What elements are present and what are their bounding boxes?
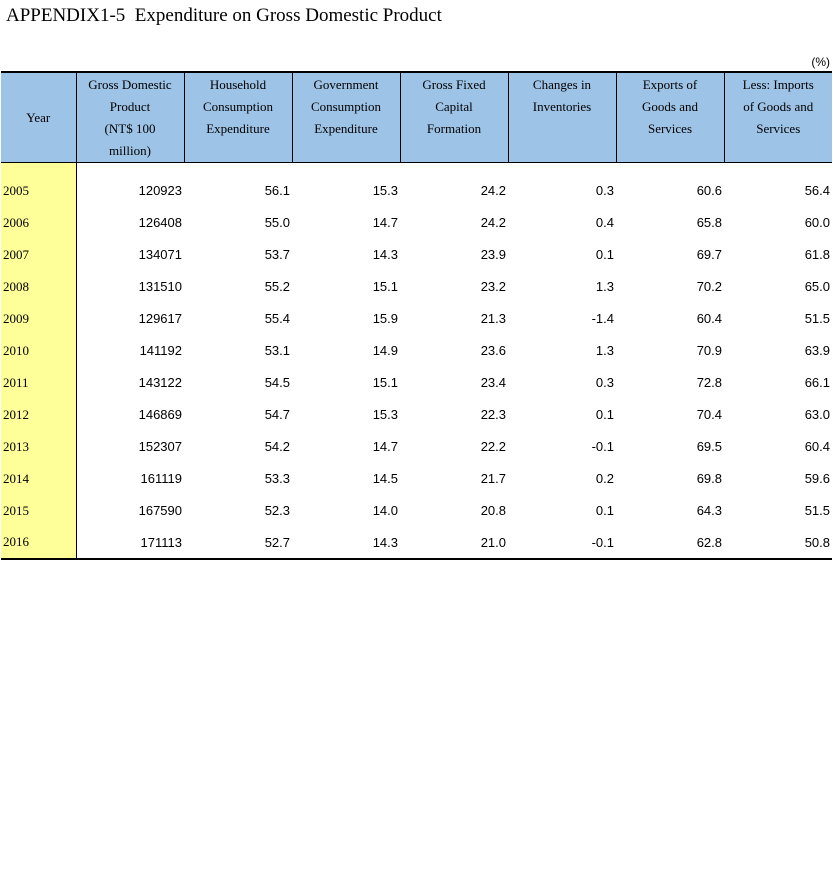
cell-household: 54.2 [264, 439, 290, 454]
cell-inventories: 0.1 [595, 407, 614, 422]
cell-household: 55.0 [264, 215, 290, 230]
table-row [1, 163, 832, 207]
cell-government: 14.3 [372, 247, 398, 262]
cell-year: 2007 [1, 239, 76, 271]
cell-government: 14.3 [292, 527, 400, 559]
cell-imports: 66.1 [804, 375, 830, 390]
cell-government: 15.3 [372, 183, 398, 199]
cell-government: 15.1 [372, 375, 398, 390]
cell-government: 15.1 [372, 279, 398, 294]
cell-imports: 63.9 [804, 343, 830, 358]
cell-gdp: 141192 [139, 343, 182, 358]
header-government [292, 72, 400, 163]
table-header [1, 72, 832, 163]
cell-year: 2009 [1, 303, 76, 335]
cell-gdp: 129617 [138, 311, 182, 326]
cell-exports: 64.3 [696, 503, 722, 518]
cell-government: 14.7 [372, 439, 398, 454]
header-gdp-line: million) [109, 143, 151, 158]
header-household [184, 72, 292, 163]
table-row [1, 335, 832, 367]
header-household-line: Expenditure [206, 121, 270, 136]
cell-year: 2008 [1, 271, 76, 303]
cell-imports: 63.0 [804, 407, 830, 422]
cell-gfcf: 21.0 [400, 527, 508, 559]
table-row [1, 367, 832, 399]
header-gfcf [400, 72, 508, 163]
cell-exports: 69.7 [696, 247, 722, 262]
cell-gfcf: 21.3 [480, 311, 506, 326]
header-exports-line: Goods and [642, 99, 698, 114]
cell-gdp: 120923 [138, 183, 182, 199]
cell-imports: 60.0 [804, 215, 830, 230]
header-exports-line: Exports of [642, 77, 698, 92]
expenditure-table [1, 71, 832, 560]
cell-inventories: -0.1 [591, 439, 614, 454]
cell-imports: 51.5 [804, 503, 830, 518]
cell-household: 55.2 [264, 279, 290, 294]
cell-exports: 72.8 [696, 375, 722, 390]
cell-gfcf: 22.3 [480, 407, 506, 422]
table-row [1, 207, 832, 239]
cell-household: 52.3 [264, 503, 290, 518]
cell-year: 2010 [1, 335, 76, 367]
cell-year: 2016 [1, 527, 76, 559]
cell-government: 14.5 [372, 471, 398, 486]
cell-household: 54.7 [264, 407, 290, 422]
cell-imports: 56.4 [804, 183, 830, 199]
cell-household: 56.1 [264, 183, 290, 199]
unit-label: (%) [811, 55, 830, 69]
cell-gdp: 161119 [140, 471, 182, 486]
cell-year: 2006 [1, 207, 76, 239]
cell-exports: 70.2 [696, 279, 722, 294]
cell-inventories: 0.2 [595, 471, 614, 486]
header-imports [724, 72, 832, 163]
cell-exports: 60.6 [696, 183, 722, 199]
cell-imports: 65.0 [804, 279, 830, 294]
cell-government: 14.9 [372, 343, 398, 358]
cell-exports: 65.8 [696, 215, 722, 230]
table-row [1, 399, 832, 431]
cell-inventories: 0.3 [595, 375, 614, 390]
cell-exports: 62.8 [616, 527, 724, 559]
cell-year: 2005 [1, 163, 76, 207]
table-row [1, 239, 832, 271]
cell-gdp: 152307 [138, 439, 182, 454]
cell-gdp: 126408 [138, 215, 182, 230]
cell-inventories: -1.4 [591, 311, 614, 326]
cell-year: 2011 [1, 367, 76, 399]
cell-gfcf: 24.2 [480, 183, 506, 199]
cell-gfcf: 20.8 [480, 503, 506, 518]
table-row [1, 527, 832, 559]
cell-household: 54.5 [264, 375, 290, 390]
cell-government: 14.0 [372, 503, 398, 518]
cell-year: 2012 [1, 399, 76, 431]
cell-gdp: 131510 [138, 279, 182, 294]
cell-gfcf: 22.2 [480, 439, 506, 454]
header-year-label: Year [26, 109, 51, 125]
cell-year: 2013 [1, 431, 76, 463]
cell-household: 53.1 [264, 343, 290, 358]
cell-gfcf: 23.4 [480, 375, 506, 390]
cell-gfcf: 23.9 [480, 247, 506, 262]
cell-imports: 59.6 [804, 471, 830, 486]
cell-inventories: 0.3 [595, 183, 614, 199]
header-household-line: Household [209, 77, 267, 92]
header-inventories-line: Changes in [532, 77, 592, 92]
header-gdp-line: Gross Domestic [88, 77, 172, 92]
cell-gdp: 134071 [138, 247, 182, 262]
cell-household: 52.7 [184, 527, 292, 559]
cell-year: 2014 [1, 463, 76, 495]
header-inventories [508, 72, 616, 163]
cell-year: 2015 [1, 495, 76, 527]
cell-household: 53.3 [264, 471, 290, 486]
cell-inventories: 1.3 [595, 279, 614, 294]
header-inventories-line: Inventories [532, 99, 592, 114]
cell-inventories: 0.1 [595, 247, 614, 262]
cell-exports: 69.8 [696, 471, 722, 486]
header-gdp-line: (NT$ 100 [104, 121, 156, 136]
cell-gdp: 143122 [138, 375, 182, 390]
cell-exports: 70.4 [696, 407, 722, 422]
table-row [1, 463, 832, 495]
cell-government: 15.3 [372, 407, 398, 422]
cell-exports: 70.9 [696, 343, 722, 358]
cell-gfcf: 21.7 [480, 471, 506, 486]
header-imports-line: Services [756, 121, 801, 136]
header-imports-line: of Goods and [743, 99, 814, 114]
header-gdp-line: Product [109, 99, 151, 114]
header-gfcf-line: Formation [426, 121, 482, 136]
cell-household: 53.7 [264, 247, 290, 262]
table-row [1, 495, 832, 527]
cell-exports: 69.5 [696, 439, 722, 454]
cell-inventories: 1.3 [595, 343, 614, 358]
header-household-line: Consumption [202, 99, 274, 114]
cell-inventories: 0.1 [595, 503, 614, 518]
cell-inventories: -0.1 [508, 527, 616, 559]
table-row [1, 271, 832, 303]
header-row [1, 72, 832, 163]
cell-gfcf: 24.2 [480, 215, 506, 230]
cell-imports: 51.5 [804, 311, 830, 326]
cell-gdp: 146869 [138, 407, 182, 422]
cell-household: 55.4 [264, 311, 290, 326]
header-imports-line: Less: Imports [742, 77, 814, 92]
header-gdp [76, 72, 184, 163]
cell-imports: 61.8 [804, 247, 830, 262]
header-exports [616, 72, 724, 163]
cell-imports: 60.4 [804, 439, 830, 454]
cell-imports: 50.8 [724, 527, 832, 559]
cell-inventories: 0.4 [595, 215, 614, 230]
header-exports-line: Services [647, 121, 693, 136]
header-year [1, 72, 76, 163]
page-title: APPENDIX1-5 Expenditure on Gross Domestic Product [6, 5, 442, 26]
cell-gfcf: 23.2 [480, 279, 506, 294]
cell-gfcf: 23.6 [480, 343, 506, 358]
table-row [1, 303, 832, 335]
cell-gdp: 167590 [138, 503, 182, 518]
header-government-line: Government [313, 77, 379, 92]
cell-government: 15.9 [372, 311, 398, 326]
table-row [1, 431, 832, 463]
table-body [1, 163, 832, 559]
header-gfcf-line: Gross Fixed [422, 77, 486, 92]
header-government-line: Expenditure [314, 121, 378, 136]
cell-exports: 60.4 [696, 311, 722, 326]
cell-government: 14.7 [372, 215, 398, 230]
cell-gdp: 171113 [76, 527, 184, 559]
header-government-line: Consumption [310, 99, 382, 114]
header-gfcf-line: Capital [435, 99, 473, 114]
